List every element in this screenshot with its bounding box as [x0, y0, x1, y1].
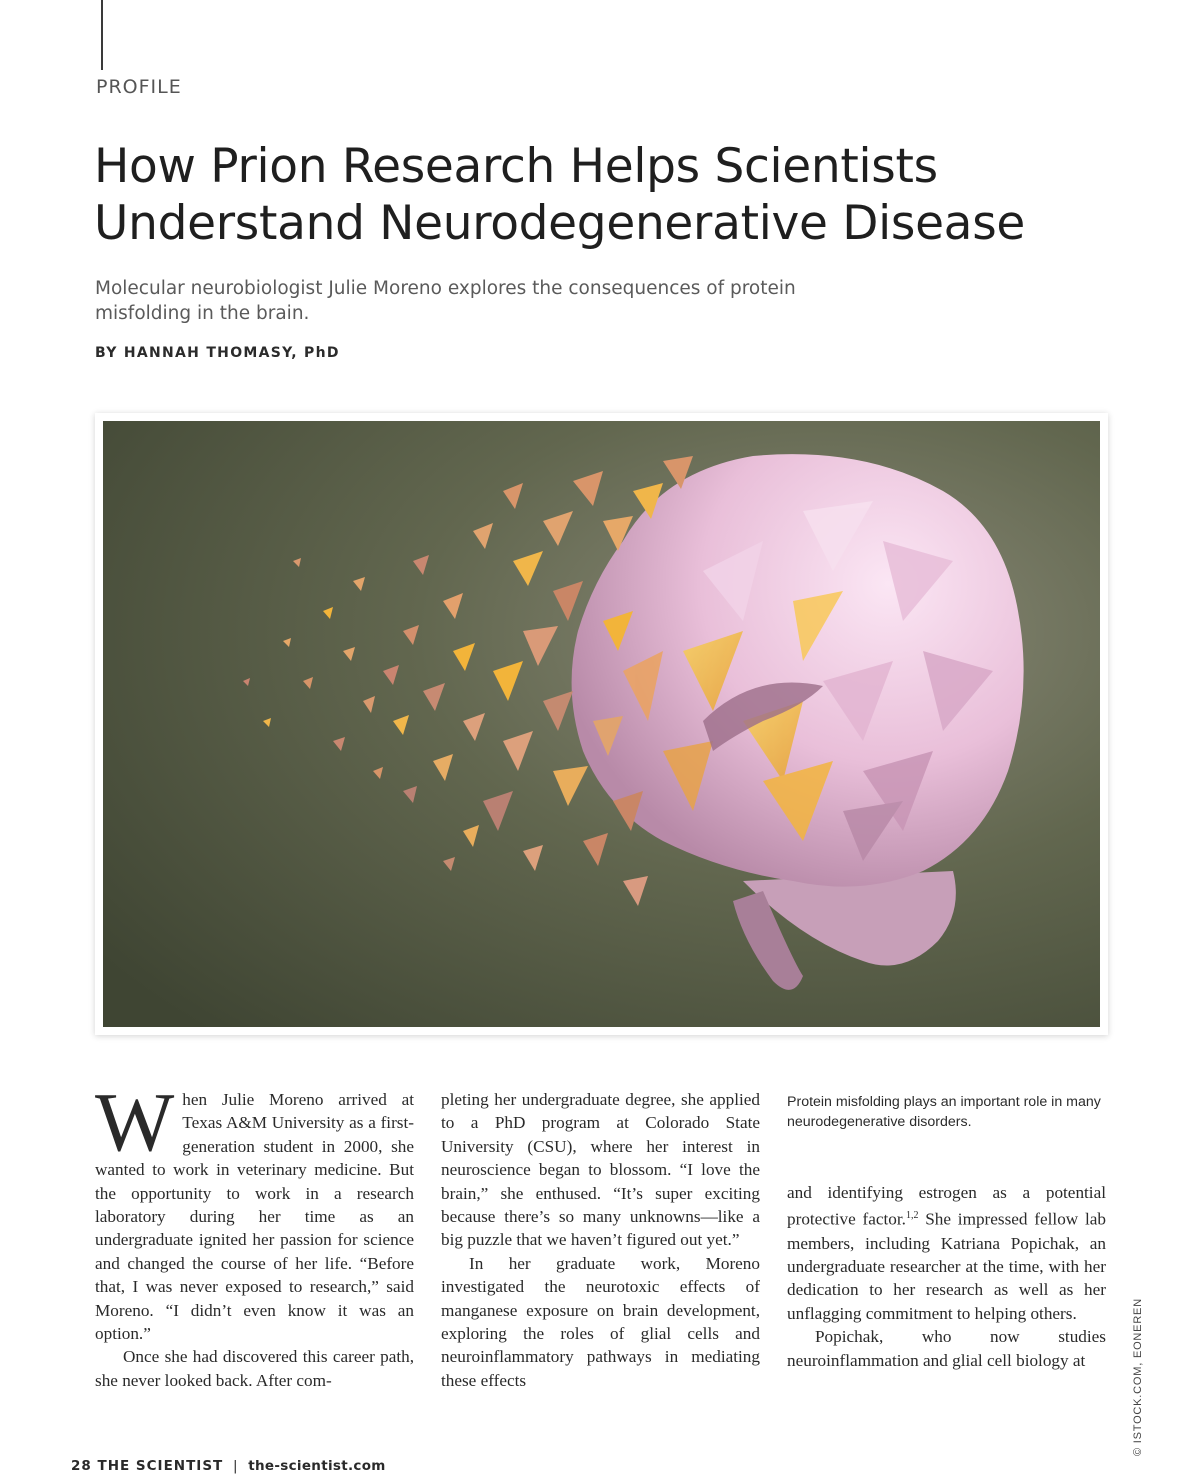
footer-separator: |: [232, 1458, 239, 1474]
body-paragraph: In her graduate work, Moreno investigated the neurotoxic effects of manganese exposure on brain development, exploring the roles of glial cells and neuroinflammatory pathways in mediating these effects: [441, 1253, 760, 1390]
body-text: She impressed fellow lab members, including Katriana Popichak, an undergraduate researcher at the time, with her dedication to her research as well as her unflagging commitment to helping others.: [787, 1210, 1106, 1323]
section-label: PROFILE: [96, 76, 182, 98]
body-column-3: [787, 1181, 1106, 1372]
body-column-2: [441, 1088, 760, 1392]
body-paragraph: pleting her undergraduate degree, she applied to a PhD program at Colorado State University (CSU), where her interest in neuroscience began to blossom. “I love the brain,” she enthused. “It’s super exciting because there’s so many unknowns—like a big puzzle that we haven’t figured out yet.”: [441, 1090, 760, 1250]
body-paragraph: [787, 1181, 1106, 1325]
body-paragraph: Popichak, who now studies neuroinflammation and glial cell biology at: [787, 1327, 1106, 1370]
headline: How Prion Research Helps Scientists Understand Neurodegenerative Disease: [94, 139, 1025, 251]
citation-superscript: 1,2: [905, 1210, 919, 1222]
publication-name: THE SCIENTIST: [97, 1458, 224, 1474]
publication-url[interactable]: the-scientist.com: [248, 1458, 386, 1474]
body-paragraph: [95, 1076, 414, 1345]
image-caption: Protein misfolding plays an important role in many neurodegenerative disorders.: [787, 1094, 1101, 1130]
dropcap: W: [95, 1076, 175, 1169]
photo-credit: © ISTOCK.COM, EONEREN: [1132, 1298, 1144, 1456]
body-text: hen Julie Moreno arrived at Texas A&M University as a first-generation student in 2000, she wanted to work in veterinary medicine. But the opportunity to work in a research laboratory during her time as an undergraduate ignited her passion for science and changed the course of her life. “Before that, I was never exposed to research,” said Moreno. “I didn’t even know it was an option.”: [95, 1090, 414, 1344]
brain-illustration: [103, 421, 1100, 1027]
page-number: 28: [71, 1458, 92, 1474]
page-footer: [71, 1458, 386, 1474]
hero-image: [95, 413, 1108, 1035]
body-paragraph: Once she had discovered this career path, she never looked back. After com-: [95, 1347, 414, 1390]
byline: BY HANNAH THOMASY, PhD: [95, 345, 340, 361]
body-text: and identifying estrogen as a potential protective factor.: [787, 1183, 1106, 1230]
top-rule: [101, 0, 103, 70]
deck: Molecular neurobiologist Julie Moreno explores the consequences of protein misfolding in the brain.: [95, 278, 796, 324]
body-column-1: [95, 1076, 414, 1392]
